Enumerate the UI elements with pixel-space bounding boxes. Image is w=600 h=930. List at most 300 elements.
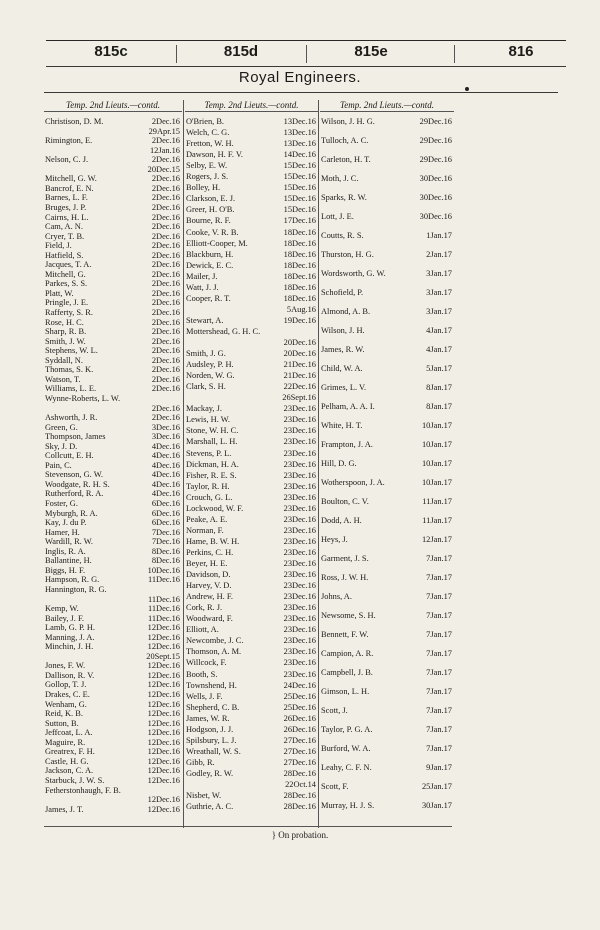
- officer-name: Jacques, T. A.: [45, 260, 92, 270]
- officer-name: Beyer, H. E.: [186, 559, 228, 568]
- officer-name: Rutherford, R. A.: [45, 489, 104, 499]
- officer-name: Cairns, H. L.: [45, 212, 89, 222]
- commission-date: 12Dec.16: [147, 661, 180, 671]
- column-1: [44, 99, 182, 829]
- list-item: [185, 359, 318, 370]
- officer-name: Syddall, N.: [45, 355, 83, 365]
- officer-name: Stevens, P. L.: [186, 448, 232, 458]
- column-divider: [183, 100, 184, 828]
- commission-date: 18Dec.16: [283, 271, 316, 281]
- list-item: [185, 238, 318, 249]
- list-item: [185, 182, 318, 193]
- list-item: [185, 580, 318, 591]
- commission-date: 15Dec.16: [283, 183, 316, 193]
- officer-name: Garment, J. S.: [321, 554, 369, 563]
- commission-date: 12Dec.16: [147, 623, 180, 633]
- commission-date: 23Dec.16: [283, 437, 316, 447]
- list-item: [185, 315, 318, 326]
- commission-date: 26Dec.16: [283, 713, 316, 723]
- list-item: [320, 591, 454, 602]
- officer-name: Castle, H. G.: [45, 756, 89, 766]
- commission-date: 21Dec.16: [283, 360, 316, 370]
- commission-date: 4Dec.16: [151, 460, 180, 470]
- commission-date: 23Dec.16: [283, 514, 316, 524]
- commission-date: 2Dec.16: [151, 384, 180, 394]
- officer-name: Wreathall, W. S.: [186, 746, 241, 756]
- commission-date: 11Dec.16: [147, 613, 180, 623]
- officer-name: Starbuck, J. W. S.: [45, 775, 105, 785]
- officer-name: Christison, D. M.: [45, 117, 104, 126]
- officer-name: Newcombe, J. C.: [186, 636, 244, 646]
- commission-date: 10Jan.17: [421, 478, 452, 487]
- officer-name: Bourne, R. F.: [186, 216, 231, 226]
- commission-date: 12Dec.16: [147, 680, 180, 690]
- commission-date: 25Dec.16: [283, 702, 316, 712]
- commission-date: 23Dec.16: [283, 592, 316, 602]
- commission-date: 30Dec.16: [419, 193, 452, 202]
- officer-name: Lockwood, W. F.: [186, 503, 244, 513]
- officer-name: Wardill, R. W.: [45, 537, 93, 547]
- list-item: [320, 439, 454, 450]
- commission-date: 2Dec.16: [151, 413, 180, 423]
- commission-date: 12Dec.16: [147, 718, 180, 728]
- commission-date: 24Dec.16: [283, 680, 316, 690]
- commission-date: 17Dec.16: [283, 216, 316, 226]
- officer-name: Scott, J.: [321, 706, 348, 715]
- commission-date: 8Jan.17: [426, 383, 452, 392]
- commission-date: 25Dec.16: [283, 691, 316, 701]
- commission-date: 28Dec.16: [283, 802, 316, 812]
- list-item: [185, 624, 318, 635]
- list-item: [185, 160, 318, 171]
- officer-name: Woodgate, R. H. S.: [45, 479, 110, 489]
- commission-date: 4Jan.17: [426, 326, 452, 335]
- list-item: [185, 326, 318, 337]
- commission-date: 23Dec.16: [283, 415, 316, 425]
- list-item: [320, 648, 454, 659]
- commission-date: 23Dec.16: [283, 459, 316, 469]
- officer-name: Andrew, H. F.: [186, 592, 233, 602]
- commission-date: 12Dec.16: [147, 795, 180, 805]
- page-number-815d: 815d: [223, 43, 259, 60]
- officer-name: Pain, C.: [45, 460, 72, 470]
- officer-name: Schofield, P.: [321, 288, 364, 297]
- officer-name: Rimington, E.: [45, 136, 93, 146]
- officer-name: Dickman, H. A.: [186, 459, 239, 469]
- list-item: [320, 686, 454, 697]
- officer-name: Wells, J. F.: [186, 691, 223, 701]
- officer-name: Stewart, A.: [186, 315, 224, 325]
- officer-name: Nelson, C. J.: [45, 155, 89, 165]
- officer-name: Heys, J.: [321, 535, 348, 544]
- footnote: } On probation.: [271, 830, 329, 840]
- officer-name: James, W. R.: [186, 713, 230, 723]
- commission-date: 2Dec.16: [151, 136, 180, 146]
- commission-date: 10Jan.17: [421, 459, 452, 468]
- officer-name: Taylor, P. G. A.: [321, 725, 373, 734]
- officer-name: Willcock, F.: [186, 658, 227, 668]
- list-item: [185, 547, 318, 558]
- commission-date: 13Dec.16: [283, 128, 316, 138]
- commission-date: 23Dec.16: [283, 547, 316, 557]
- officer-name: Sutton, B.: [45, 718, 79, 728]
- commission-date: 12Dec.16: [147, 642, 180, 652]
- commission-date: 12Dec.16: [147, 766, 180, 776]
- officer-name: Kemp, W.: [45, 604, 79, 614]
- commission-date: 12Dec.16: [147, 775, 180, 785]
- list-item: [185, 525, 318, 536]
- commission-date: 12Dec.16: [147, 728, 180, 738]
- commission-date: 29Apr.15: [148, 126, 180, 136]
- officer-name: Dodd, A. H.: [321, 516, 362, 525]
- list-item: [320, 420, 454, 431]
- officer-name: Mitchell, G. W.: [45, 174, 97, 184]
- list-item: [185, 381, 318, 392]
- officer-name: Biggs, H. F.: [45, 565, 86, 575]
- list-item: [185, 702, 318, 713]
- commission-date: 7Jan.17: [426, 668, 452, 677]
- list-item: [185, 492, 318, 503]
- officer-name: Parkes, S. S.: [45, 279, 88, 289]
- commission-date: 7Jan.17: [426, 744, 452, 753]
- commission-date: 3Dec.16: [151, 432, 180, 442]
- commission-date: 3Jan.17: [426, 307, 452, 316]
- bottom-rule: [44, 826, 452, 827]
- officer-name: Manning, J. A.: [45, 632, 95, 642]
- list-item: [185, 282, 318, 293]
- page-number-816: 816: [508, 43, 534, 60]
- list-item: [320, 610, 454, 621]
- officer-name: Sparks, R. W.: [321, 193, 367, 202]
- officer-name: Jones, F. W.: [45, 661, 86, 671]
- commission-date: 12Dec.16: [147, 670, 180, 680]
- officer-name: Thomson, A. M.: [186, 647, 242, 657]
- commission-date: 20Dec.16: [283, 338, 316, 347]
- list-item: [185, 171, 318, 182]
- officer-name: Murray, H. J. S.: [321, 801, 375, 810]
- list-item: [320, 287, 454, 298]
- list-item: [320, 211, 454, 222]
- officer-name: Hodgson, J. J.: [186, 724, 234, 734]
- commission-date: 22Dec.16: [283, 382, 316, 392]
- commission-date: 30Dec.16: [419, 174, 452, 183]
- commission-date: 2Dec.16: [151, 117, 180, 126]
- commission-date: 13Dec.16: [283, 139, 316, 149]
- officer-name: Nisbet, W.: [186, 791, 222, 801]
- list-item: [185, 503, 318, 514]
- officer-name: Bancrof, E. N.: [45, 183, 94, 193]
- column-header: Temp. 2nd Lieuts.—contd.: [185, 99, 318, 112]
- commission-date: 3Jan.17: [426, 288, 452, 297]
- officer-name: Wilson, J. H.: [321, 326, 365, 335]
- commission-date: 4Jan.17: [426, 345, 452, 354]
- officer-name: Thurston, H. G.: [321, 250, 374, 259]
- officer-name: Audsley, P. H.: [186, 360, 234, 370]
- officer-name: Inglis, R. A.: [45, 546, 86, 556]
- commission-date: 2Dec.16: [151, 212, 180, 222]
- commission-date: 12Dec.16: [147, 699, 180, 709]
- officer-name: James, J. T.: [45, 804, 84, 814]
- commission-date: 7Jan.17: [426, 573, 452, 582]
- list-item: [185, 149, 318, 160]
- commission-date: 23Dec.16: [283, 581, 316, 591]
- officer-name: Elliott-Cooper, M.: [186, 238, 248, 248]
- officer-name: Moth, J. C.: [321, 174, 359, 183]
- officer-name: Myburgh, R. A.: [45, 508, 98, 518]
- officer-name: Rogers, J. S.: [186, 172, 229, 182]
- commission-date: 2Jan.17: [426, 250, 452, 259]
- commission-date: 4Dec.16: [151, 441, 180, 451]
- officer-name: Gimson, L. H.: [321, 687, 370, 696]
- commission-date: 2Dec.16: [151, 336, 180, 346]
- commission-date: 23Dec.16: [283, 426, 316, 436]
- list-item: [320, 116, 454, 127]
- officer-name: Mackay, J.: [186, 404, 222, 414]
- officer-name: Stephens, W. L.: [45, 346, 98, 356]
- list-item: [320, 800, 454, 811]
- commission-date: 2Dec.16: [151, 202, 180, 212]
- list-item: [320, 268, 454, 279]
- officer-name: Bolley, H.: [186, 183, 221, 193]
- officer-name: Peake, A. E.: [186, 514, 228, 524]
- list-item: [320, 173, 454, 184]
- officer-name: Campbell, J. B.: [321, 668, 373, 677]
- commission-date: 23Dec.16: [283, 625, 316, 635]
- list-item: [320, 382, 454, 393]
- commission-date: 12Dec.16: [147, 747, 180, 757]
- column-divider: [318, 100, 319, 828]
- officer-name: Sharp, R. B.: [45, 327, 87, 337]
- list-item: [185, 790, 318, 801]
- list-item: [320, 401, 454, 412]
- officer-name: Field, J.: [45, 241, 72, 251]
- list-item: [320, 154, 454, 165]
- list-item: [320, 629, 454, 640]
- commission-date: 27Dec.16: [283, 746, 316, 756]
- officer-name: Child, W. A.: [321, 364, 363, 373]
- officer-name: Cooper, R. T.: [186, 293, 231, 303]
- officer-name: Leahy, C. F. N.: [321, 763, 372, 772]
- officer-name: Smith, J. G.: [186, 349, 226, 359]
- officer-name: Carleton, H. T.: [321, 155, 371, 164]
- commission-date: 19Dec.16: [283, 315, 316, 325]
- commission-date: 18Dec.16: [283, 227, 316, 237]
- commission-date: 12Dec.16: [147, 804, 180, 814]
- commission-date: 18Dec.16: [283, 282, 316, 292]
- list-item: [185, 713, 318, 724]
- commission-date: 25Jan.17: [421, 782, 452, 791]
- commission-date: 4Dec.16: [151, 470, 180, 480]
- officer-name: Wynne-Roberts, L. W.: [45, 393, 121, 403]
- list-item: [320, 325, 454, 336]
- commission-date: 2Dec.16: [151, 193, 180, 203]
- commission-date: 7Jan.17: [426, 706, 452, 715]
- commission-date: 28Dec.16: [283, 768, 316, 778]
- officer-name: Dallison, R. V.: [45, 670, 95, 680]
- list-item: [185, 591, 318, 602]
- officer-name: Stone, W. H. C.: [186, 426, 239, 436]
- commission-date: 22Oct.14: [285, 780, 316, 789]
- officer-name: James, R. W.: [321, 345, 365, 354]
- column-3: [320, 99, 454, 829]
- commission-date: 2Dec.16: [151, 403, 180, 413]
- top-rule: [46, 40, 566, 41]
- officer-name: White, H. T.: [321, 421, 363, 430]
- list-item: [185, 392, 318, 403]
- commission-date: 11Jan.17: [422, 497, 452, 506]
- commission-date: 2Dec.16: [151, 279, 180, 289]
- commission-date: 23Dec.16: [283, 470, 316, 480]
- officer-name: Tulloch, A. C.: [321, 136, 369, 145]
- list-item: [185, 138, 318, 149]
- officer-name: Selby, E. W.: [186, 161, 228, 171]
- commission-date: 11Dec.16: [147, 604, 180, 614]
- officer-name: Johns, A.: [321, 592, 352, 601]
- officer-name: Lamb, G. P. H.: [45, 623, 96, 633]
- officer-name: Smith, J. W.: [45, 336, 86, 346]
- commission-date: 26Dec.16: [283, 724, 316, 734]
- commission-date: 18Dec.16: [283, 293, 316, 303]
- officer-name: Fetherstonhaugh, F. B.: [45, 785, 121, 795]
- officer-name: O'Brien, B.: [186, 117, 225, 126]
- commission-date: 2Dec.16: [151, 231, 180, 241]
- officer-name: Greer, H. O'B.: [186, 205, 235, 215]
- officer-name: Jackson, C. A.: [45, 766, 94, 776]
- page-number-divider: [454, 45, 455, 63]
- officer-name: Cam, A. N.: [45, 222, 83, 232]
- list-item: [185, 249, 318, 260]
- officer-name: Cryer, T. B.: [45, 231, 85, 241]
- commission-date: 20Dec.16: [283, 349, 316, 359]
- officer-name: Ashworth, J. R.: [45, 413, 98, 423]
- list-item: [320, 344, 454, 355]
- officer-name: Drakes, C. E.: [45, 690, 90, 699]
- commission-date: 11Jan.17: [422, 516, 452, 525]
- list-item: [320, 534, 454, 545]
- commission-date: 12Dec.16: [147, 690, 180, 699]
- officer-name: Frampton, J. A.: [321, 440, 373, 449]
- officer-name: Gibb, R.: [186, 757, 215, 767]
- officer-name: Marshall, L. H.: [186, 437, 238, 447]
- commission-date: 2Dec.16: [151, 298, 180, 308]
- commission-date: 3Dec.16: [151, 422, 180, 432]
- officer-name: Mailer, J.: [186, 271, 218, 281]
- commission-date: 29Dec.16: [419, 117, 452, 126]
- commission-date: 8Jan.17: [426, 402, 452, 411]
- commission-date: 12Jan.16: [149, 145, 180, 155]
- list-item: [320, 743, 454, 754]
- list-item: [185, 680, 318, 691]
- officer-name: Thomas, S. K.: [45, 365, 94, 375]
- officer-name: Jeffcoat, L. A.: [45, 728, 93, 738]
- list-item: [320, 781, 454, 792]
- commission-date: 29Dec.16: [419, 155, 452, 164]
- commission-date: 2Dec.16: [151, 288, 180, 298]
- commission-date: 10Dec.16: [147, 565, 180, 575]
- commission-date: 10Jan.17: [421, 421, 452, 430]
- officer-name: Rafferty, S. R.: [45, 308, 93, 317]
- commission-date: 15Dec.16: [283, 161, 316, 171]
- commission-date: 2Dec.16: [151, 355, 180, 365]
- officer-name: Perkins, C. H.: [186, 547, 234, 557]
- list-item: [320, 306, 454, 317]
- list-item: [185, 602, 318, 613]
- commission-date: 9Jan.17: [426, 763, 452, 772]
- commission-date: 12Dec.16: [147, 632, 180, 642]
- officer-name: Elliott, A.: [186, 625, 219, 635]
- officer-name: Ballantine, H.: [45, 556, 92, 566]
- commission-date: 23Dec.16: [283, 525, 316, 535]
- officer-name: Hatfield, S.: [45, 250, 84, 260]
- commission-date: 2Dec.16: [151, 250, 180, 260]
- commission-date: 2Dec.16: [151, 374, 180, 384]
- commission-date: 1Jan.17: [426, 231, 452, 240]
- list-item: [185, 735, 318, 746]
- commission-date: 2Dec.16: [151, 155, 180, 165]
- officer-name: Dewick, E. C.: [186, 260, 234, 270]
- officer-name: Wilson, J. H. G.: [321, 117, 375, 126]
- commission-date: 15Dec.16: [283, 205, 316, 215]
- list-item: [185, 481, 318, 492]
- officer-name: Hannington, R. G.: [45, 584, 107, 594]
- officer-name: Wotherspoon, J. A.: [321, 478, 385, 487]
- commission-date: 12Jan.17: [421, 535, 452, 544]
- officer-name: Bailey, J. F.: [45, 613, 85, 623]
- page-number-row: [46, 43, 566, 65]
- officer-name: Cork, R. J.: [186, 603, 223, 613]
- officer-name: Collcutt, E. H.: [45, 451, 94, 461]
- list-item: [320, 230, 454, 241]
- officer-name: Gollop, T. J.: [45, 680, 87, 690]
- commission-date: 13Dec.16: [283, 117, 316, 126]
- officer-name: Pelham, A. A. I.: [321, 402, 375, 411]
- commission-date: 7Jan.17: [426, 554, 452, 563]
- title-rule: [44, 92, 558, 93]
- commission-date: 21Dec.16: [283, 371, 316, 381]
- list-item: [185, 757, 318, 768]
- commission-date: 6Dec.16: [151, 518, 180, 528]
- officer-name: Campion, A. R.: [321, 649, 374, 658]
- officer-name: Guthrie, A. C.: [186, 802, 234, 812]
- officer-name: Coutts, R. S.: [321, 231, 364, 240]
- list-item: [185, 669, 318, 680]
- commission-date: 2Dec.16: [151, 260, 180, 270]
- commission-date: 27Dec.16: [283, 735, 316, 745]
- list-item: [185, 127, 318, 138]
- commission-date: 2Dec.16: [151, 308, 180, 317]
- list-item: [185, 215, 318, 226]
- commission-date: 23Dec.16: [283, 636, 316, 646]
- officer-name: Wenham, G.: [45, 699, 87, 709]
- list-item: [185, 724, 318, 735]
- officer-name: Platt, W.: [45, 288, 74, 298]
- officer-name: Norman, F.: [186, 525, 224, 535]
- print-mark: [465, 87, 469, 91]
- officer-name: Hill, D. G.: [321, 459, 357, 468]
- officer-name: Lewis, H. W.: [186, 415, 230, 425]
- officer-name: Hame, B. W. H.: [186, 536, 240, 546]
- commission-date: 4Dec.16: [151, 479, 180, 489]
- list-item: [320, 477, 454, 488]
- commission-date: 7Dec.16: [151, 537, 180, 547]
- list-item: [185, 746, 318, 757]
- commission-date: 23Dec.16: [283, 603, 316, 613]
- commission-date: 15Dec.16: [283, 172, 316, 182]
- list-item: [320, 192, 454, 203]
- page-number-rule: [46, 66, 566, 67]
- list-item: [320, 762, 454, 773]
- officer-name: Dawson, H. F. V.: [186, 150, 243, 160]
